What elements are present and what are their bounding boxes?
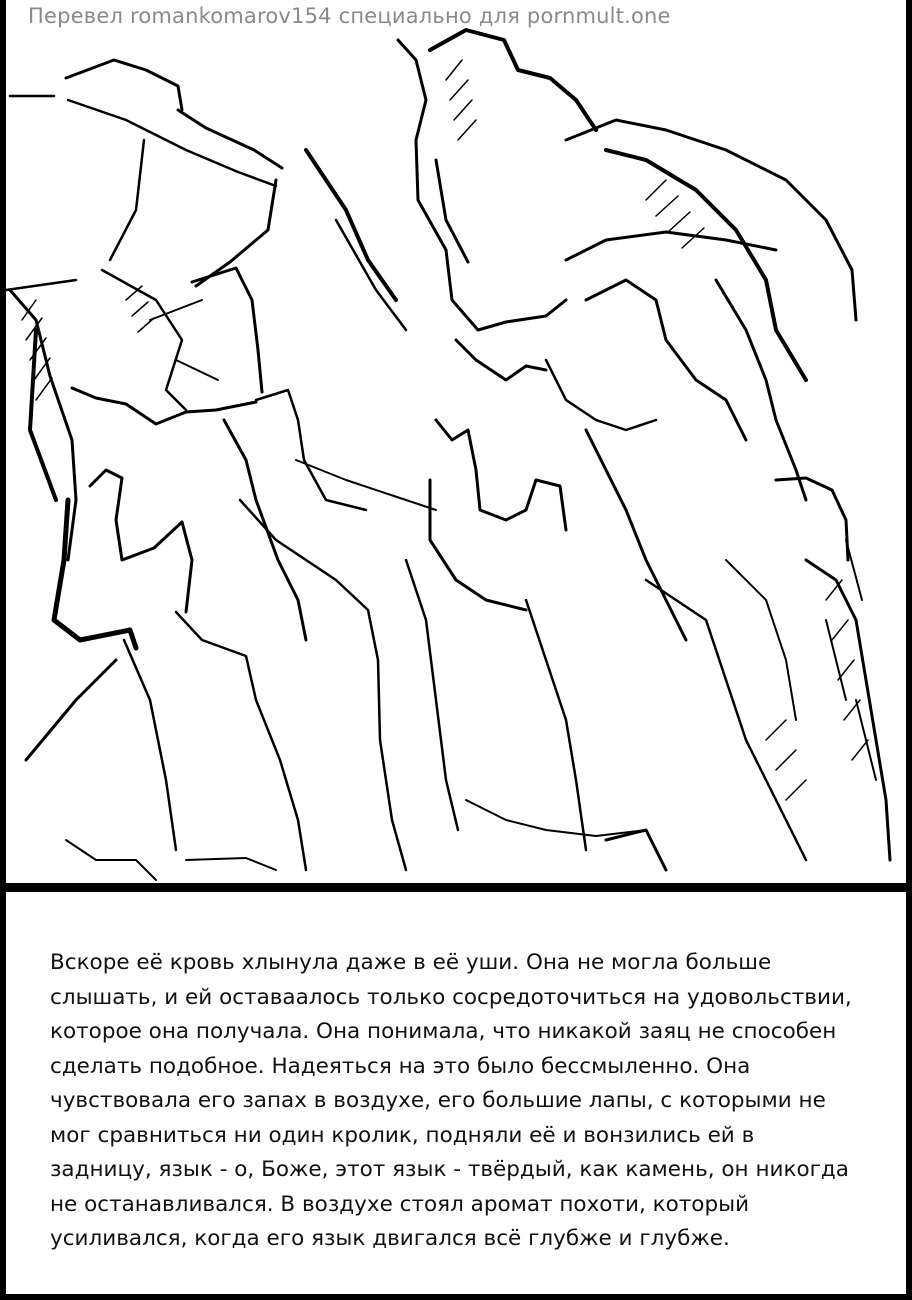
translator-credit: Перевел romankomarov154 специально для pornmult.one bbox=[28, 4, 671, 28]
narration-line: усиливался, когда его язык двигался всё глубже и глубже. bbox=[50, 1226, 730, 1251]
narration-line: чувствовала его запах в воздухе, его большие лапы, с которыми не bbox=[50, 1088, 826, 1113]
narration-line: Вскоре её кровь хлынула даже в её уши. Она не могла больше bbox=[50, 950, 772, 975]
illustration-panel bbox=[6, 0, 906, 886]
narration-text bbox=[50, 946, 880, 1257]
narration-line: мог сравниться ни один кролик, подняли её и вонзились ей в bbox=[50, 1122, 755, 1148]
narration-line: которое она получала. Она понимала, что никакой заяц не способен bbox=[50, 1019, 837, 1044]
narration-line: задницу, язык - о, Боже, этот язык - твёрдый, как камень, он никогда bbox=[50, 1157, 849, 1182]
narration-panel bbox=[6, 892, 906, 1294]
panel-divider bbox=[0, 883, 912, 892]
sketch-figures-illustration bbox=[6, 0, 906, 886]
narration-line: сделать подобное. Надеяться на это было бессмыленно. Она bbox=[50, 1053, 751, 1079]
narration-line: слышать, и ей оставаалось только сосредоточиться на удовольствии, bbox=[50, 984, 852, 1010]
narration-line: не останавливался. В воздухе стоял аромат похоти, который bbox=[50, 1191, 750, 1217]
